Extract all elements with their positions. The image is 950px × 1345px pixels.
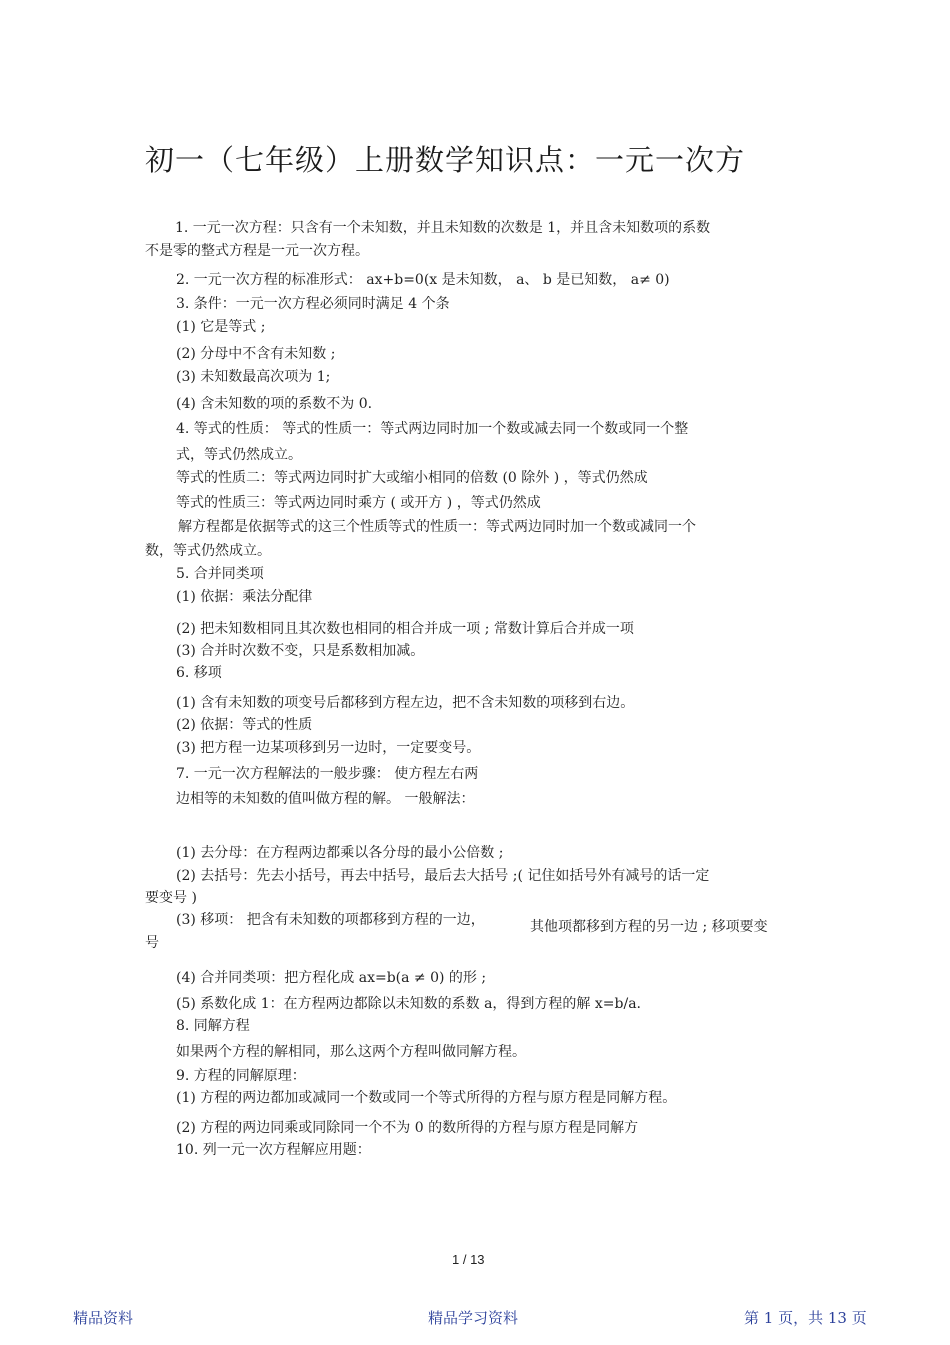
text-line: (1) 去分母：在方程两边都乘以各分母的最小公倍数 ;: [176, 845, 504, 861]
text-line: (1) 方程的两边都加或减同一个数或同一个等式所得的方程与原方程是同解方程。: [176, 1090, 677, 1106]
text-line: 1. 一元一次方程：只含有一个未知数，并且未知数的次数是 1，并且含未知数项的系数: [175, 220, 711, 236]
text-line: 数，等式仍然成立。: [145, 543, 271, 559]
text-line: (2) 方程的两边同乘或同除同一个不为 0 的数所得的方程与原方程是同解方: [176, 1120, 639, 1136]
text-line: 等式的性质三：等式两边同时乘方 ( 或开方 ) ，等式仍然成: [176, 495, 541, 511]
text-line: 等式的性质二：等式两边同时扩大或缩小相同的倍数 (0 除外 ) ，等式仍然成: [176, 470, 648, 486]
text-line: 解方程都是依据等式的这三个性质等式的性质一：等式两边同时加一个数或减同一个: [178, 519, 696, 535]
text-line: 不是零的整式方程是一元一次方程。: [145, 243, 369, 259]
text-line: (2) 去括号：先去小括号，再去中括号，最后去大括号 ;( 记住如括号外有减号的话一定: [176, 868, 710, 884]
footer-right: 第 1 页，共 13 页: [744, 1309, 867, 1327]
document-title: 初一（七年级）上册数学知识点：一元一次方: [145, 143, 746, 177]
text-line: (3) 合并时次数不变，只是系数相加减。: [176, 643, 425, 659]
text-line: (1) 它是等式 ;: [176, 319, 266, 335]
text-line: 10. 列一元一次方程解应用题：: [176, 1142, 371, 1158]
text-line: (3) 移项： 把含有未知数的项都移到方程的一边，: [176, 912, 485, 928]
text-line: 8. 同解方程: [176, 1018, 250, 1034]
text-line: (1) 含有未知数的项变号后都移到方程左边，把不含未知数的项移到右边。: [176, 695, 635, 711]
text-line: (3) 把方程一边某项移到另一边时，一定要变号。: [176, 740, 481, 756]
text-line: (1) 依据：乘法分配律: [176, 589, 313, 605]
text-line: 3. 条件：一元一次方程必须同时满足 4 个条: [176, 296, 450, 312]
page-indicator: 1 / 13: [452, 1252, 485, 1267]
text-line: 4. 等式的性质： 等式的性质一：等式两边同时加一个数或减去同一个数或同一个整: [176, 421, 689, 437]
footer-center: 精品学习资料: [428, 1309, 519, 1327]
text-line: (4) 合并同类项：把方程化成 ax=b(a ≠ 0) 的形 ;: [176, 970, 487, 986]
text-line: 5. 合并同类项: [176, 566, 264, 582]
text-line: 要变号 ): [145, 890, 197, 906]
text-line: 其他项都移到方程的另一边 ; 移项要变: [530, 919, 768, 935]
footer-left: 精品资料: [73, 1309, 134, 1327]
text-line: 如果两个方程的解相同，那么这两个方程叫做同解方程。: [176, 1044, 526, 1060]
text-line: 边相等的未知数的值叫做方程的解。 一般解法：: [176, 791, 475, 807]
text-line: (2) 分母中不含有未知数 ;: [176, 346, 336, 362]
text-line: 7. 一元一次方程解法的一般步骤： 使方程左右两: [176, 766, 479, 782]
text-line: 6. 移项: [176, 665, 222, 681]
text-line: (3) 未知数最高次项为 1;: [176, 369, 331, 385]
text-line: (2) 依据：等式的性质: [176, 717, 313, 733]
text-line: (5) 系数化成 1：在方程两边都除以未知数的系数 a，得到方程的解 x=b/a.: [176, 996, 641, 1012]
text-line: (4) 含未知数的项的系数不为 0.: [176, 396, 373, 412]
text-line: 号: [145, 935, 159, 951]
text-line: 9. 方程的同解原理：: [176, 1068, 306, 1084]
text-line: 式，等式仍然成立。: [176, 447, 302, 463]
text-line: (2) 把未知数相同且其次数也相同的相合并成一项 ; 常数计算后合并成一项: [176, 621, 634, 637]
text-line: 2. 一元一次方程的标准形式： ax+b=0(x 是未知数， a、 b 是已知数， a≠ 0): [176, 272, 670, 288]
